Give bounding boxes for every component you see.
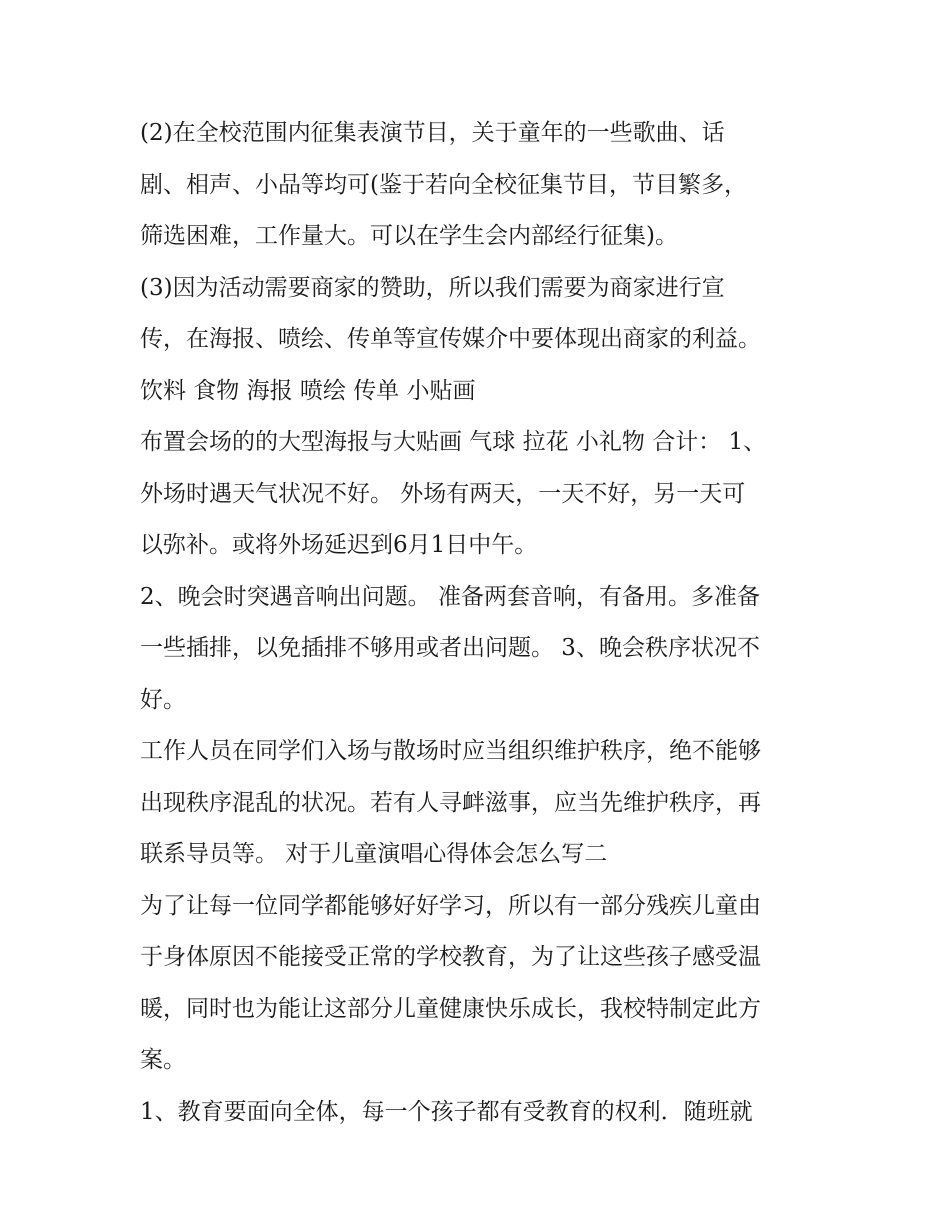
text-line: 筛选困难，工作量大。可以在学生会内部经行征集)。 xyxy=(140,223,678,249)
text-line: 暖，同时也为能让这部分儿童健康快乐成长，我校特制定此方 xyxy=(140,995,761,1022)
text-line: 外场时遇天气状况不好。 外场有两天，一天不好，另一天可 xyxy=(140,480,746,507)
document-body xyxy=(140,108,820,1138)
text-line: 出现秩序混乱的状况。若有人寻衅滋事，应当先维护秩序，再 xyxy=(140,789,761,816)
text-line: 案。 xyxy=(140,1047,186,1073)
text-line: 以弥补。或将外场延迟到6月1日中午。 xyxy=(140,532,538,558)
text-line: 饮料 食物 海报 喷绘 传单 小贴画 xyxy=(140,377,476,404)
text-line: 于身体原因不能接受正常的学校教育，为了让这些孩子感受温 xyxy=(140,944,761,970)
text-line: 2、晚会时突遇音响出问题。 准备两套音响，有备用。多准备 xyxy=(140,583,760,610)
text-line: 传，在海报、喷绘、传单等宣传媒介中要体现出商家的利益。 xyxy=(140,326,761,352)
text-line: 布置会场的的大型海报与大贴画 气球 拉花 小礼物 合计： 1、 xyxy=(140,429,767,455)
text-line: 工作人员在同学们入场与散场时应当组织维护秩序，绝不能够 xyxy=(140,738,761,764)
text-line: 1、教育要面向全体，每一个孩子都有受教育的权利．随班就 xyxy=(140,1098,753,1125)
text-line: 好。 xyxy=(140,686,186,713)
text-line: 一些插排，以免插排不够用或者出问题。 3、晚会秩序状况不 xyxy=(140,635,760,661)
text-line: 联系导员等。 对于儿童演唱心得体会怎么写二 xyxy=(140,841,608,867)
text-line: 为了让每一位同学都能够好好学习，所以有一部分残疾儿童由 xyxy=(140,892,761,919)
text-line: (2)在全校范围内征集表演节目，关于童年的一些歌曲、话 xyxy=(140,120,725,146)
text-line: 剧、相声、小品等均可(鉴于若向全校征集节目，节目繁多， xyxy=(140,171,747,198)
text-line: (3)因为活动需要商家的赞助，所以我们需要为商家进行宣 xyxy=(140,274,725,301)
